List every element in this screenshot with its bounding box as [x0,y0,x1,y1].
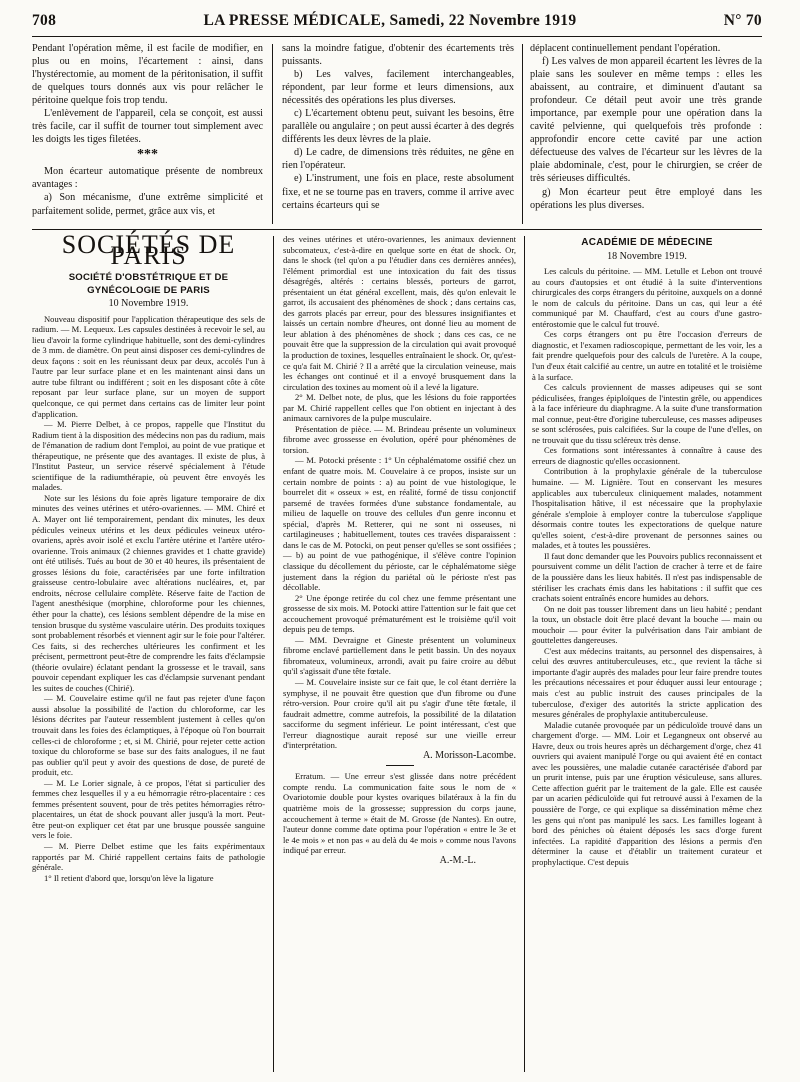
paragraph: Nouveau dispositif pour l'application thérapeutique des sels de radium. — M. Lequeux. Les capsules destinées à recevoir le sel, au lieu d'avoir la forme cylindrique habituelle, sont des demi-cylindres de 3 mm. de diamètre. On peut ainsi disposer ces demi-cylindres de deux façons : soit en les réunissant deux par deux, accolés l'un à l'autre par leur surface plane et en les maintenant ainsi dans un autre tube filtrant ou indifférent ; soit en les disposant côte à côte reposant par leur surface plane, sur un moyen de support quelconque, ce qui permet dans certains cas de limiter leur point d'application. [32,313,265,419]
paragraph: — M. Pierre Delbet, à ce propos, rappelle que l'Institut du Radium tient à la disposition des médecins non pas du radium, mais de l'émanation de radium dont l'emploi, au point de vue pratique et thérapeutique, ne présente que des avantages. Il existe de plus, à l'Institut Pasteur, un service réservé spécialement à l'étude scientifique de la radiumthérapie, où peuvent être envoyés les malades. [32,419,265,493]
author-signature: A. Morisson-Lacombe. [422,749,516,761]
top-column-1 [32,42,263,218]
paragraph: — M. Couvelaire estime qu'il ne faut pas rejeter d'une façon aussi absolue la possibilité de l'action du chloroforme, car les lésions décrites par l'auteur ressemblent justement à celles qu'on trouvait dans les foies des éclamptiques, à l'époque où l'on bourrait celles-ci de chloroforme ; et, si M. Chirié, pour rejeter cette action toxique du chloroforme se base sur des faits analogues, il ne faut pas oublier qu'il peut y avoir des questions de dose, de pureté de produit, etc. [32,693,265,778]
bottom-column-1 [32,230,265,883]
society-heading: SOCIÉTÉ D'OBSTÉTRIQUE ET DE GYNÉCOLOGIE DE PARIS [68,272,229,297]
paragraph: 2° M. Delbet note, de plus, que les lésions du foie rapportées par M. Chirié rappellent celles que l'on obtient en injectant à des animaux carnivores de la pulpe musculaire. [283,392,516,424]
paragraph: Maladie cutanée provoquée par un pédiculoïde trouvé dans un chargement d'orge. — MM. Loir et Legangneux ont observé au Havre, deux ou trois heures après un déchargement d'orge, chez 41 ouvriers qui avaient manipulé l'orge ou qui avaient été en contact avec les poussières, une maladie cutanée caractérisée d'abord par un prurit intense, puis par une éruption vésiculeuse, sans allures. Cette affection guérit par le traitement de la gale. Elle est causée par un acarien pédiculoïde qui fut retrouvé aussi à l'examen de la poussière de l'orge, ce qui explique sa dissémination même chez les gens qui n'ont pas manipulé les sacs. Les familles logeant à bord des péniches où étaient déposés les sacs d'orge furent infectées. La rapidité d'apparition des lésions a permis d'en déterminer la cause et d'établir un traitement curateur et prophylactique. C'est depuis [532,719,762,867]
paragraph: 1° Il retient d'abord que, lorsqu'on lève la ligature [44,872,214,883]
paragraph: — MM. Devraigne et Gineste présentent un volumineux fibrome enclavé partiellement dans le petit bassin. Un des noyaux fibromateux, volumineux, arrondi, avait pu faire croire au début qu'il s'agissait d'une tête fœtale. [283,634,516,677]
paragraph: d) Le cadre, de dimensions très réduites, ne gêne en rien l'opérateur. [282,147,514,172]
paragraph: déplacent continuellement pendant l'opération. [530,43,721,54]
paragraph: Note sur les lésions du foie après ligature temporaire de dix minutes des veines utérines et utéro-ovariennes. — MM. Chiré et A. Mayer ont lié temporairement, pendant dix minutes, les deux pédicules veineux utérins et les deux pédicules veineux utéro-ovariens, après avoir isolé et exclu l'artère utérine et l'artère utéro-ovarienne. Trois animaux (2 chiennes gravides et 1 chatte gravide) ont été utilisés. Tués au bout de 30 et 40 heures, ils présentaient de grosses lésions du foie, caractérisées par une forte infiltration graisseuse centro-lobulaire avec altérations nucléaires, et, par endroits, nécrose cellulaire complète. Réserve faite de l'action de l'agent anesthésique (morphine, chloroforme pour les chiennes, éther pour la chatte), ces lésions semblent dépendre de la mise en tension brusque du système vasculaire utérin. Des produits toxiques sont probablement résorbés et viennent agir sur le foie pour l'altérer. Ces faits, si des recherches ultérieures les confirment et les précisent, permettront peut-être de comprendre les faits d'éclampsie (théorie ovulaire) éclatant pendant la grossesse et le travail, sans pouvoir cependant expliquer les cas d'éclampsie survenant pendant les suites de couches (Chirié). [32,492,265,693]
paragraph: — M. Potocki présente : 1° Un céphalématome ossifié chez un enfant de quatre mois. M. Couvelaire à ce propos, insiste sur un certain nombre de points : a) au point de vue histologique, le bourrelet dit « osseux » est, en réalité, formé de tissu conjonctif parsemé de travées formées d'une substance fondamentale, au milieu de laquelle on trouve des cellules d'un genre inconnu et spécial, d'après M. Retterer, qui ne sont ni osseuses, ni cartilagineuses ; habituellement, toutes ces travées disparaissent : dans le cas de M. Potocki, on peut penser qu'elles se sont ossifiées ; — b) au point de vue pathogénique, il s'élève contre l'opinion classique du décollement du périoste, car le céphalématome siège justement dans la région du pariétal où le périoste n'est pas décollable. [283,455,516,593]
page-header [32,12,762,32]
paragraph: b) Les valves, facilement interchangeables, répondent, par leur forme et leurs dimensions, aux nécessités des opérations les plus diverses. [282,69,514,107]
erratum-signature: A.-M.-L. [439,854,476,866]
paragraph: On ne doit pas tousser librement dans un lieu habité ; pendant la toux, un obstacle doit être placé devant la bouche — main ou mouchoir — pour éviter la pulvérisation dans l'air ambiant de gouttelettes dangereuses. [532,603,762,646]
bottom-column-3 [532,234,762,867]
paragraph: Présentation de pièce. — M. Brindeau présente un volumineux fibrome avec grossesse en évolution, opéré pour phénomènes de torsion. [283,423,516,455]
paragraph: des veines utérines et utéro-ovariennes, les animaux deviennent subcomateux, c'est-à-dire en quelque sorte en état de shock. Or, dans le shock (tel qu'on a pu l'étudier dans ces dernières années), l'élément primordial est une intoxication du fait des tissus désagrégés, altérés : certains blessés, porteurs de garrot, présentaient un état général excellent, mais, dès qu'on enlevait le garrot, ils accusaient des phénomènes de shock ; dans certains cas, des garrots placés par erreur, pour des blessures insignifiantes et laissés un certain nombre d'heures, ont donné lieu au moment de leur ablation à des phénomènes de shock ; dans ces cas, ce ne pouvait être que la suppression de la circulation qui avait provoqué la production de toxines, lesquelles entraînaient le shock. Or, qu'est-ce qu'a fait M. Chirié ? Il a arrêté que la circulation veineuse, mais les échanges ont continué et il a envoyé brusquement dans la circulation des toxines au moment où il a levé la ligature. [283,234,516,392]
paragraph: Ces calculs proviennent de masses adipeuses qui se sont pédiculisées, franges épiploïques de l'intestin grêle, ou appendices à la face inférieure du diaphragme. A la suite d'une transformation mal connue, peut-être d'origine tuberculeuse, ces masses adipeuses se sont sclérosées, puis calcifiées. Sur la coupe de l'une d'elles, on ne trouvait que du tissu scléreux très dense. [532,382,762,445]
paragraph: Ces corps étrangers ont pu être l'occasion d'erreurs de diagnostic, et l'examen radioscopique, permettant de les voir, les a fait prendre quelquefois pour des calculs de l'uretère. A la coupe, l'un d'eux était calcifié au centre, un autre en totalité et le troisième à la surface. [532,329,762,382]
meeting-date: 10 Novembre 1919. [108,298,189,310]
column-divider [524,236,525,1072]
column-divider [272,44,273,224]
paragraph: — M. Le Lorier signale, à ce propos, l'état si particulier des femmes chez lesquelles il y a eu hémorragie rétro-placentaire : ces femmes présentent souvent, pour de très petites hémorragies rétro-placentaires, un état de shock pouvant aller jusqu'à la mort. Peut-être peut-on expliquer cet état par une brusque poussée sanguine vers le foie. [32,777,265,841]
paragraph: Pendant l'opération même, il est facile de modifier, en plus ou en moins, l'écartement : ainsi, dans l'hystérectomie, au moment de la péritonisation, il suffit de quelques tours donnés aux vis pour relâcher le péritoine quelque fois trop tendu. [32,43,263,107]
paragraph: g) Mon écarteur peut être employé dans les opérations les plus diverses. [530,186,762,211]
journal-title: LA PRESSE MÉDICALE, Samedi, 22 Novembre 1919 [203,12,577,29]
paragraph: — M. Couvelaire insiste sur ce fait que, le col étant derrière la symphyse, il ne pouvait être question que d'un fibrome ou d'une rétro-version. Pour croire qu'il ait pu s'agir d'une tête fœtale, il faudrait admettre, comme autrefois, la possibilité de la dilatation sacciforme du segment inférieur. Le point intéressant, c'est que l'erreur diagnostique aurait reposé sur une vieille erreur d'interprétation. [283,676,516,751]
top-column-3 [530,42,762,212]
short-rule [386,765,414,766]
bottom-column-2 [283,234,516,866]
paragraph: L'enlèvement de l'appareil, cela se conçoit, est aussi très facile, car il suffit de tourner tout simplement avec les doigts les tiges filetées. [32,108,263,146]
paragraph: Mon écarteur automatique présente de nombreux avantages : [32,166,263,191]
paragraph: — M. Pierre Delbet estime que les faits expérimentaux rapportés par M. Chirié rappellent certains faits de pathologie générale. [32,840,265,873]
paragraph: 2° Une éponge retirée du col chez une femme présentant une grossesse de six mois. M. Potocki attire l'attention sur le fait que cet accouchement provoqué prématurément est le troisième qu'il voit depuis peu de temps. [283,592,516,635]
asterism: *** [137,147,158,163]
column-divider [522,44,523,224]
paragraph: e) L'instrument, une fois en place, reste absolument fixe, et ne se tourne pas en travers, comme il arrive avec certains écarteurs qui se [282,173,514,211]
paragraph: Ces formations sont intéressantes à connaître à cause des erreurs de diagnostic qu'elles occasionnent. [532,445,762,466]
paragraph: c) L'écartement obtenu peut, suivant les besoins, être parallèle ou angulaire ; on peut aussi écarter à des degrés différents les deux lèvres de la plaie. [282,108,514,146]
column-divider [273,236,274,1072]
meeting-date: 18 Novembre 1919. [607,250,687,262]
academy-heading: ACADÉMIE DE MÉDECINE [581,237,713,248]
paragraph: C'est aux médecins traitants, au personnel des dispensaires, à celui des œuvres antituberculeuses, etc., que revient la tâche si importante d'agir auprès des malades pour leur faire prendre toutes les précautions nécessaires et pour éduquer aussi leur entourage ; mais c'est au public instruit des causes principales de la tuberculose, d'exiger des autorités la stricte application des mesures générales de prophylaxie antituberculeuse. [532,645,762,720]
paragraph: Il faut donc demander que les Pouvoirs publics reconnaissent et poursuivent comme un délit l'action de cracher à terre et de faire de la poussière dans les lieux habités. Il n'est pas indispensable de stériliser les crachats émis dans les habitations : il suffit que ces crachats soient entraînés encore humides au dehors. [532,550,762,604]
top-column-2 [282,42,514,212]
paragraph: Contribution à la prophylaxie générale de la tuberculose humaine. — M. Lignière. Tout en conservant les mesures applicables aux tuberculeux cliniquement malades, notamment l'hospitalisation hâtive, il est nécessaire que la prophylaxie générale s'emploie à employer contre la tuberculose s'applique désormais contre toutes les expectorations de quelque nature qu'elles soient, c'est-à-dire provenant de personnes saines ou malades, et à toutes les poussières. [532,466,762,551]
paragraph: f) Les valves de mon appareil écartent les lèvres de la plaie sans les soulever en même temps : elles les abaissent, au contraire, et diminuent d'autant sa profondeur. Ce détail peut avoir une très grande importance, par exemple pour une opération dans la cavité pelvienne, qui quelquefois très profonde : approfondir encore cette cavité par une action défectueuse des valves de l'écarteur sur les lèvres de la plaie abdominale, c'est, pour le chirurgien, se créer de très sérieuses difficultés. [530,56,762,185]
erratum: Erratum. — Une erreur s'est glissée dans notre précédent compte rendu. La communication faite sous le nom de « Ovariotomie double pour kystes ovariques bilatéraux à la fin du quatrième mois de la grossesse; suppression du corps jaune, accouchement à terme » était de M. Grosse (de Nantes). En outre, l'auteur donne comme date optima pour l'opération « entre le 3e et le 4e mois » et non pas « au delà du 4e mois » comme nous l'avons indiqué par erreur. [283,771,516,856]
paragraph: a) Son mécanisme, d'une extrême simplicité et parfaitement solide, permet, grâce aux vis, et [32,192,263,217]
header-rule [32,36,762,37]
issue-number: N° 70 [723,12,762,29]
page-number: 708 [32,12,57,29]
section-title: SOCIÉTÉS DE PARIS [61,230,236,270]
paragraph: Les calculs du péritoine. — MM. Letulle et Lebon ont trouvé au cours d'autopsies et ont étudié à la suite d'interventions chirurgicales des corps étrangers du péritoine, auxquels on a donné le nom de calculs du péritoine. Dans un cas, qui leur a été communiqué par M. Chauffard, c'est au cours d'une gastro-entérostomie que le calcul fut trouvé. [532,266,762,329]
paragraph: sans la moindre fatigue, d'obtenir des écartements très puissants. [282,43,514,68]
